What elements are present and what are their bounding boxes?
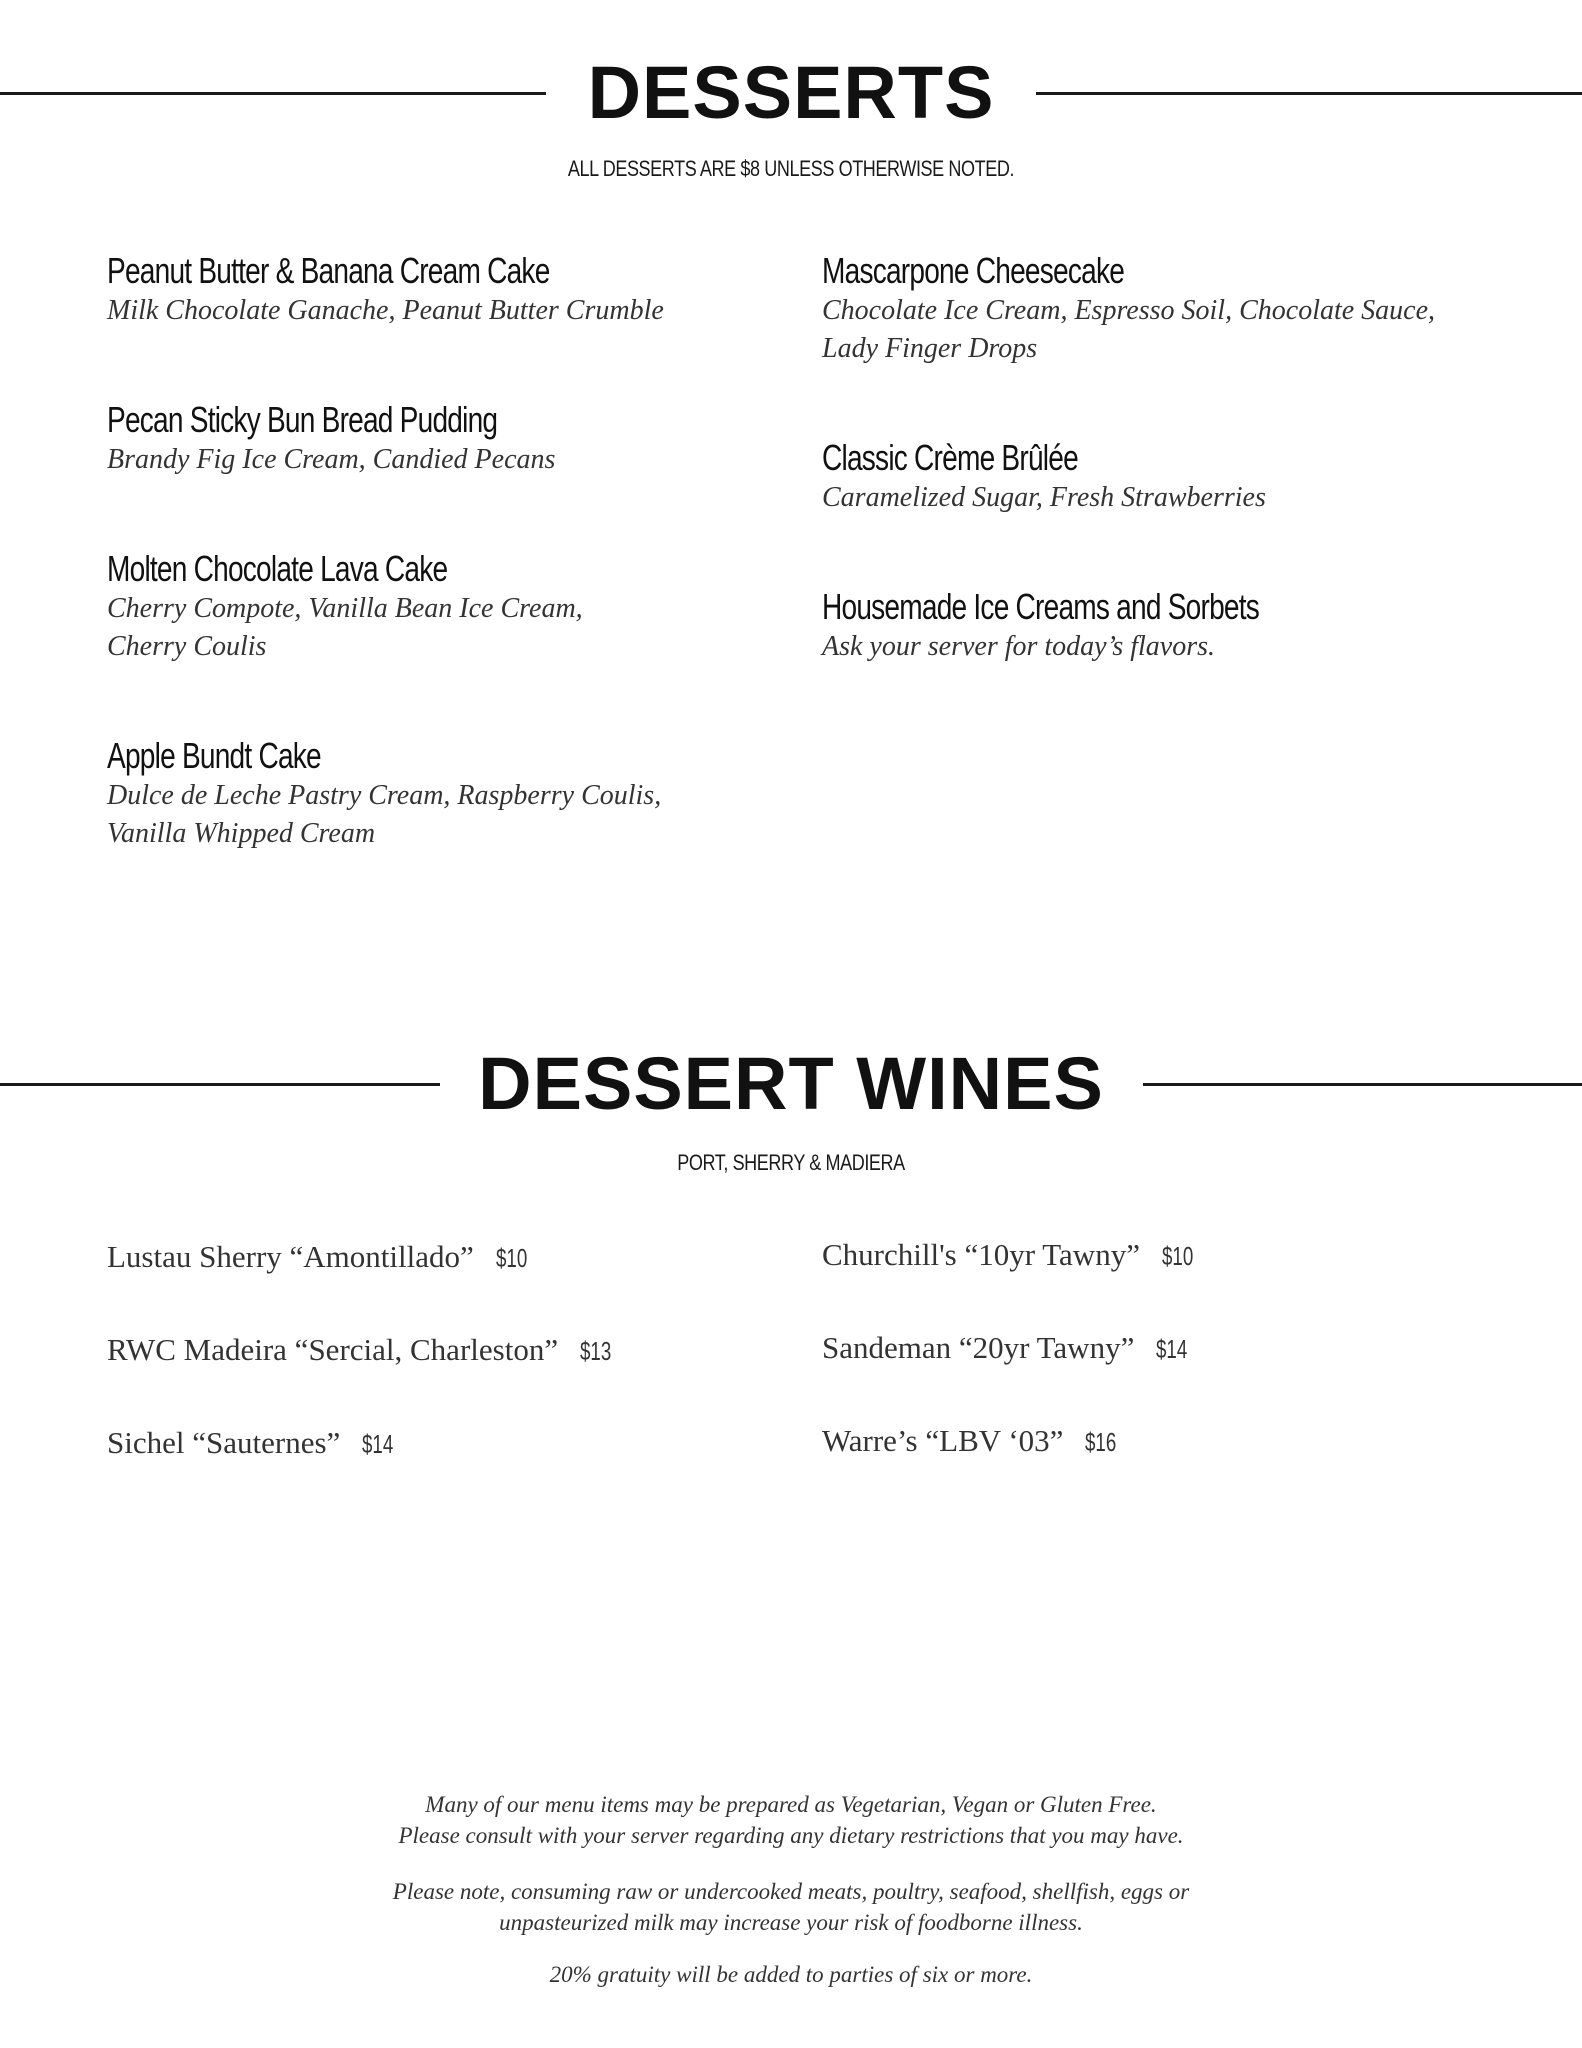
item-name: Molten Chocolate Lava Cake <box>107 548 448 589</box>
item-name: Peanut Butter & Banana Cream Cake <box>107 250 550 291</box>
wines-title: DESSERT WINES <box>478 1042 1104 1125</box>
item-description: Ask your server for today’s flavors. <box>822 631 1215 662</box>
wine-price: $14 <box>1156 1334 1188 1364</box>
menu-item <box>822 250 1522 368</box>
warning-line-1: Please note, consuming raw or undercooked meats, poultry, seafood, shellfish, eggs or <box>392 1879 1190 1904</box>
desserts-title: DESSERTS <box>587 51 995 134</box>
item-description: Dulce de Leche Pastry Cream, Raspberry Coulis, Vanilla Whipped Cream <box>107 780 662 849</box>
wine-item <box>107 1330 623 1371</box>
wines-header <box>0 1039 1582 1129</box>
item-name: Housemade Ice Creams and Sorbets <box>822 586 1260 627</box>
wine-name: Lustau Sherry “Amontillado” <box>107 1239 474 1274</box>
wines-subtitle: PORT, SHERRY & MADIERA <box>677 1150 905 1175</box>
item-name: Mascarpone Cheesecake <box>822 250 1125 291</box>
wine-item <box>822 1328 1200 1369</box>
wine-item <box>107 1423 406 1464</box>
desserts-header <box>0 48 1582 138</box>
dietary-note-line-1: Many of our menu items may be prepared as Vegetarian, Vegan or Gluten Free. <box>425 1792 1157 1817</box>
consumption-warning <box>0 1876 1582 1938</box>
menu-item <box>107 735 807 853</box>
item-name: Pecan Sticky Bun Bread Pudding <box>107 399 498 440</box>
wine-price: $16 <box>1085 1427 1117 1457</box>
wine-name: Sichel “Sauternes” <box>107 1425 341 1460</box>
menu-item <box>107 548 807 666</box>
wine-price: $10 <box>495 1243 527 1273</box>
wine-price: $13 <box>580 1336 612 1366</box>
item-description: Milk Chocolate Ganache, Peanut Butter Crumble <box>107 295 664 326</box>
item-description: Caramelized Sugar, Fresh Strawberries <box>822 482 1266 513</box>
menu-item <box>822 586 1522 666</box>
wine-item <box>107 1237 539 1278</box>
item-name: Apple Bundt Cake <box>107 735 321 776</box>
gratuity-note <box>0 1959 1582 1990</box>
dietary-note-line-2: Please consult with your server regarding any dietary restrictions that you may have. <box>398 1823 1184 1848</box>
wine-name: Churchill's “10yr Tawny” <box>822 1237 1140 1272</box>
item-description: Cherry Compote, Vanilla Bean Ice Cream, Cherry Coulis <box>107 593 583 662</box>
menu-item <box>822 437 1522 517</box>
item-name: Classic Crème Brûlée <box>822 437 1078 478</box>
warning-line-2: unpasteurized milk may increase your risk of foodborne illness. <box>499 1910 1083 1935</box>
wine-price: $14 <box>362 1429 394 1459</box>
wine-item <box>822 1235 1205 1276</box>
menu-item <box>107 399 807 479</box>
wine-name: Warre’s “LBV ‘03” <box>822 1423 1064 1458</box>
wine-item <box>822 1421 1129 1462</box>
wine-name: RWC Madeira “Sercial, Charleston” <box>107 1332 559 1367</box>
gratuity-line: 20% gratuity will be added to parties of six or more. <box>549 1962 1033 1987</box>
item-description: Chocolate Ice Cream, Espresso Soil, Chocolate Sauce, Lady Finger Drops <box>822 295 1436 364</box>
wine-price: $10 <box>1161 1241 1194 1271</box>
desserts-right-rule <box>1036 92 1582 95</box>
desserts-subtitle: ALL DESSERTS ARE $8 UNLESS OTHERWISE NOTED. <box>567 156 1015 181</box>
wine-name: Sandeman “20yr Tawny” <box>822 1330 1135 1365</box>
menu-item <box>107 250 807 330</box>
dietary-note <box>0 1789 1582 1851</box>
wines-right-rule <box>1143 1083 1582 1086</box>
item-description: Brandy Fig Ice Cream, Candied Pecans <box>107 444 556 475</box>
